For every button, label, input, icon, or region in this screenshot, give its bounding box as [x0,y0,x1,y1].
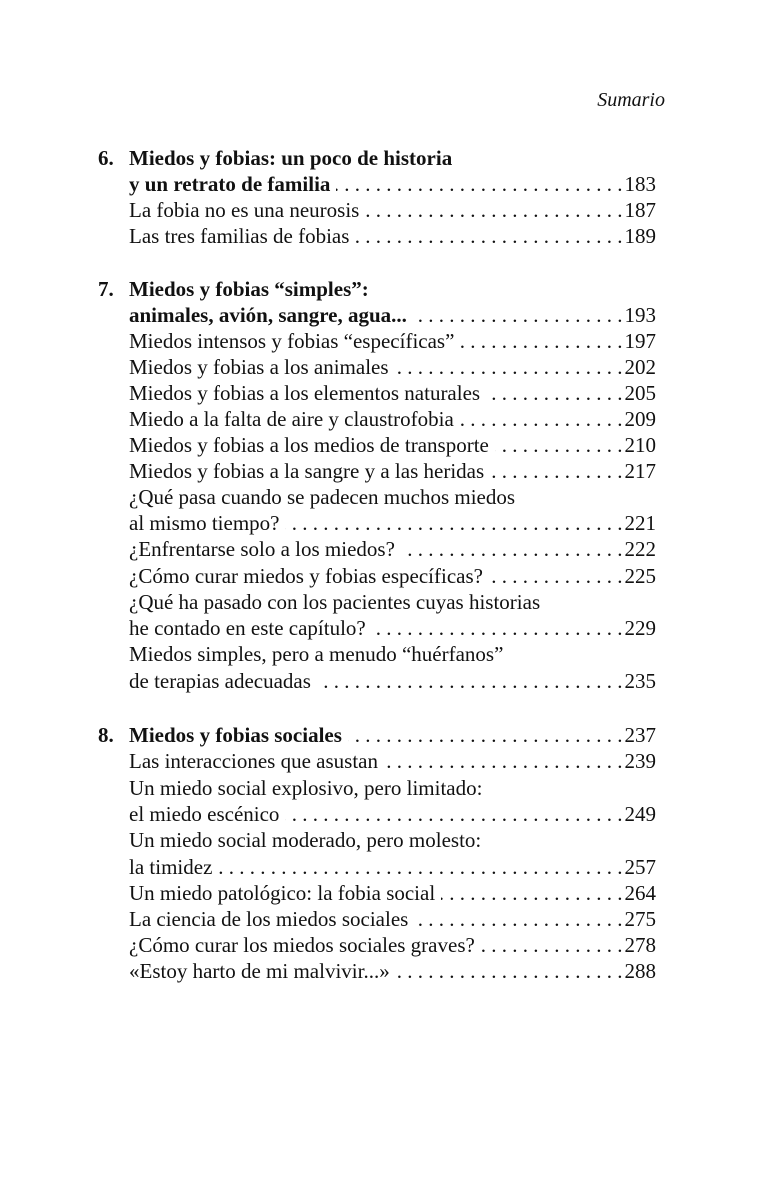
entry-title: Miedos y fobias a los animales [129,355,389,379]
entry-title: Miedo a la falta de aire y claustrofobia [129,407,454,431]
page-number: 264 [624,881,656,905]
leader-dots [413,302,623,328]
page-number: 209 [624,407,656,431]
chapter-title: y un retrato de familia [129,172,331,196]
chapter-number: 6. [98,146,114,170]
entry-title: el miedo escénico [129,802,280,826]
page-number: 187 [624,198,656,222]
leader-dots [490,458,622,484]
page-number: 239 [624,749,656,773]
entry-title: La fobia no es una neurosis [129,198,360,222]
leader-dots [460,328,622,354]
toc-entry[interactable] [129,880,656,906]
page-number: 235 [624,669,656,693]
chapter-title-line: Miedos y fobias “simples”: [129,277,369,301]
entry-title: Miedos y fobias a la sangre y a las heridas [129,459,485,483]
chapter-heading[interactable] [129,302,656,328]
entry-title: Miedos y fobias a los elementos naturales [129,381,481,405]
page-number: 275 [624,907,656,931]
chapter-title-line: Miedos y fobias: un poco de historia [129,146,453,170]
toc-entry[interactable] [129,458,656,484]
toc-entry[interactable] [129,932,656,958]
leader-dots [495,432,623,458]
toc-entry[interactable] [129,801,656,827]
toc-entry[interactable] [129,432,656,458]
chapter-title: Miedos y fobias sociales [129,723,342,747]
toc-entry[interactable] [129,563,656,589]
entry-title: Las interacciones que asustan [129,749,378,773]
page-number: 205 [624,381,656,405]
entry-title: al mismo tiempo? [129,511,280,535]
toc-entry[interactable] [129,615,656,641]
leader-dots [414,906,622,932]
toc-entry[interactable] [129,748,656,774]
page-number: 288 [624,959,656,983]
entry-title: ¿Enfrentarse solo a los miedos? [129,537,395,561]
toc-entry[interactable] [129,510,656,536]
leader-dots [365,197,622,223]
toc-entry-line: ¿Qué pasa cuando se padecen muchos miedos [129,485,516,509]
page-number: 237 [624,723,656,747]
entry-title: de terapias adecuadas [129,669,311,693]
toc-entry-line: Un miedo social explosivo, pero limitado: [129,776,483,800]
toc-entry-line: Un miedo social moderado, pero molesto: [129,828,482,852]
leader-dots [372,615,623,641]
leader-dots [285,510,622,536]
leader-dots [317,668,623,694]
chapter-heading[interactable] [129,171,656,197]
leader-dots [441,880,622,906]
page-number: 183 [624,172,656,196]
page-number: 225 [624,564,656,588]
page-number: 257 [624,855,656,879]
entry-title: ¿Cómo curar los miedos sociales graves? [129,933,475,957]
toc-entry[interactable] [129,958,656,984]
page-number: 222 [624,537,656,561]
entry-title: he contado en este capítulo? [129,616,366,640]
toc-entry[interactable] [129,197,656,223]
toc-entry[interactable] [129,854,656,880]
entry-title: Miedos intensos y fobias “específicas” [129,329,455,353]
leader-dots [396,958,623,984]
toc-entry[interactable] [129,668,656,694]
page-number: 229 [624,616,656,640]
entry-title: Miedos y fobias a los medios de transporte [129,433,489,457]
running-header: Sumario [597,89,665,111]
leader-dots [218,854,622,880]
chapter-number: 7. [98,277,114,301]
leader-dots [348,722,623,748]
leader-dots [486,380,622,406]
leader-dots [489,563,623,589]
leader-dots [336,171,622,197]
page-number: 193 [624,303,656,327]
page-number: 202 [624,355,656,379]
chapter-heading[interactable] [129,722,656,748]
page-number: 278 [624,933,656,957]
entry-title: la timidez [129,855,213,879]
leader-dots [401,536,623,562]
leader-dots [481,932,623,958]
leader-dots [395,354,623,380]
leader-dots [384,748,623,774]
page-number: 189 [624,224,656,248]
page-number: 217 [624,459,656,483]
toc-entry[interactable] [129,536,656,562]
entry-title: Las tres familias de fobias [129,224,350,248]
entry-title: Un miedo patológico: la fobia social [129,881,436,905]
page-number: 197 [624,329,656,353]
leader-dots [285,801,622,827]
toc-entry[interactable] [129,328,656,354]
chapter-number: 8. [98,723,114,747]
toc-entry[interactable] [129,380,656,406]
leader-dots [460,406,623,432]
entry-title: «Estoy harto de mi malvivir...» [129,959,390,983]
page-number: 221 [624,511,656,535]
chapter-title: animales, avión, sangre, agua... [129,303,407,327]
page-number: 249 [624,802,656,826]
toc-entry[interactable] [129,406,656,432]
toc-entry[interactable] [129,223,656,249]
toc-entry-line: ¿Qué ha pasado con los pacientes cuyas historias [129,590,541,614]
page-number: 210 [624,433,656,457]
entry-title: La ciencia de los miedos sociales [129,907,409,931]
leader-dots [355,223,622,249]
toc-entry[interactable] [129,354,656,380]
entry-title: ¿Cómo curar miedos y fobias específicas? [129,564,483,588]
toc-entry-line: Miedos simples, pero a menudo “huérfanos” [129,642,504,666]
toc-entry[interactable] [129,906,656,932]
